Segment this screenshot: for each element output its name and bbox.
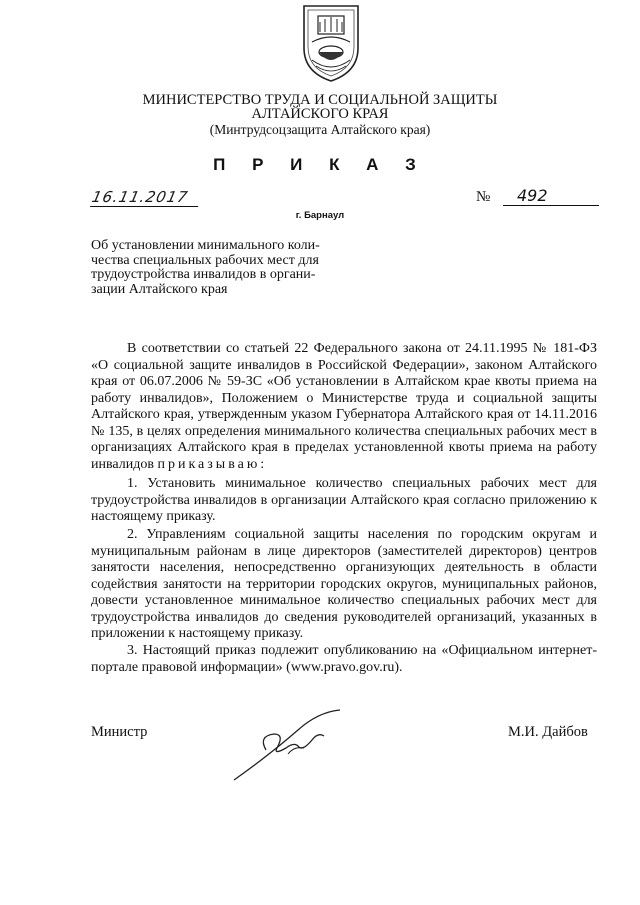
city: г. Барнаул [295, 210, 345, 221]
subject-line: зации Алтайского края [91, 281, 228, 297]
subject-line: Об установлении минимального коли- [91, 238, 320, 253]
document-date: 16.11.2017 [90, 188, 202, 207]
body-paragraph-item-2: 2. Управлениям социальной защиты населения по городским округам и муниципальным районам в лице директоров (заместителей директоров) центров занятости населения, непосредственно организующих деятельность в области содействия занятости на территории городских округов, муниципальных районов, довести установленное минимальное количество специальных рабочих мест для трудоустройства инвалидов до сведения руководителей организаций, указанных в приложении к настоящему приказу. [91, 527, 597, 641]
signatory-name: М.И. Дайбов [508, 724, 588, 740]
handwritten-signature [228, 706, 368, 784]
body-paragraph-item-3: 3. Настоящий приказ подлежит опубликованию на «Официальном интернет-портале правовой информации» (www.pravo.gov.ru). [91, 643, 597, 675]
ministry-name-line2: АЛТАЙСКОГО КРАЯ [251, 106, 389, 122]
signatory-position: Министр [91, 724, 148, 740]
ministry-short-name: (Минтрудсоцзащита Алтайского края) [209, 122, 431, 137]
document-type-title: П Р И К А З [213, 155, 427, 174]
ministry-name-line1: МИНИСТЕРСТВО ТРУДА И СОЦИАЛЬНОЙ ЗАЩИТЫ [142, 92, 498, 108]
document-number: 492 [503, 186, 599, 206]
coat-of-arms-emblem [298, 2, 364, 84]
body-paragraph-preamble [91, 341, 597, 473]
subject-line: трудоустройства инвалидов в органи- [91, 267, 316, 282]
preamble-text: В соответствии со статьей 22 Федерального закона от 24.11.1995 № 181-ФЗ «О социальной защите инвалидов в Российской Федерации», законом Алтайского края от 06.07.2006 № 59-ЗС «Об установлении в Алтайском крае квоты приема на работу инвалидов», Положением о Министерстве труда и социальной защиты Алтайского края, утвержденным указом Губернатора Алтайского края от 14.11.2016 № 135, в целях определения минимального количества специальных рабочих мест в организациях Алтайского края в пределах установленной квоты приема на работу инвалидов [91, 341, 597, 472]
body-paragraph-item-1: 1. Установить минимальное количество специальных рабочих мест для трудоустройства инвалидов в организации Алтайского края согласно приложению к настоящему приказу. [91, 476, 597, 524]
document-subject [91, 239, 320, 297]
subject-line: чества специальных рабочих мест для [91, 252, 319, 268]
order-keyword: приказываю: [157, 456, 268, 472]
number-label: № [476, 189, 491, 205]
